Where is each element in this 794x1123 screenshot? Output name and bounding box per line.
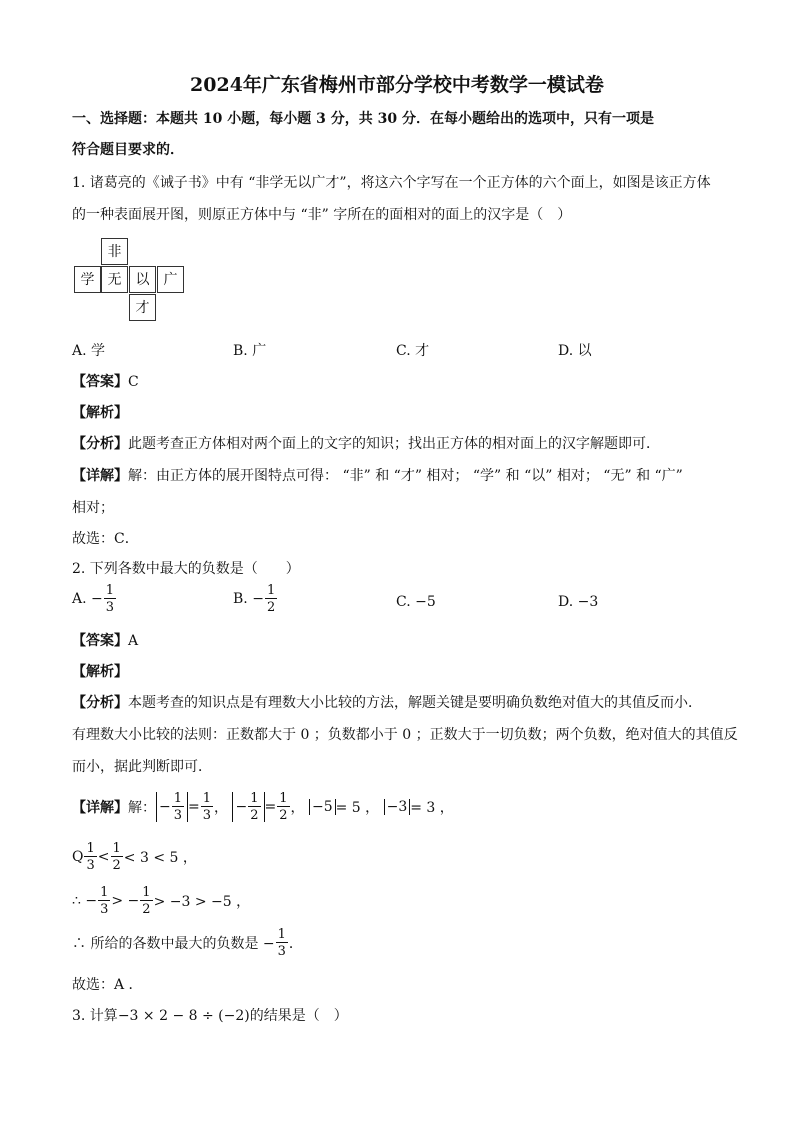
fenxi-tag: 【分析】 [72,695,128,711]
net-cell-xue: 学 [74,266,101,293]
numerator: 1 [173,791,183,806]
abs-neg-five: −5 [309,799,336,815]
q3-expression: −3 × 2 − 8 ÷ (−2) [117,1008,250,1024]
inequality-tail: < 3 < 5 ， [123,850,197,866]
q2-fenxi [72,692,702,712]
option-label: A. [72,591,87,607]
cube-net-figure [72,238,192,322]
fenxi-text: 此题考查正方体相对两个面上的文字的知识；找出正方体的相对面上的汉字解题即可． [128,436,660,452]
abs-neg-three: −3 [384,799,411,815]
q1-option-d: D. 以 [558,343,592,359]
denominator: 2 [279,808,288,823]
equals: = [264,799,277,815]
answer-value: C [128,374,139,390]
q3-stem [72,1005,348,1025]
option-label: B. [233,591,248,607]
fraction-one-third [84,842,96,872]
page-title: 2024年广东省梅州市部分学校中考数学一模试卷 [190,74,604,96]
net-cell-fei: 非 [101,238,128,265]
q2-option-b [233,584,278,614]
equals: = [188,799,200,815]
q2-conclusion [72,928,303,958]
minus-sign: − [159,799,171,815]
q2-jiexi-tag: 【解析】 [72,664,128,680]
fraction-one-half [248,792,260,822]
minus-sign: − [235,799,248,815]
q2-option-a [72,584,117,614]
numerator: 1 [277,927,286,942]
denominator: 3 [86,858,95,873]
q1-option-a: A. 学 [72,343,106,359]
denominator: 2 [250,808,259,823]
fenxi-tag: 【分析】 [72,436,128,452]
numerator: 1 [105,583,115,598]
fraction-one-half [140,886,152,916]
xiangjie-tag: 【详解】 [72,800,128,816]
q2-guxuan: 故选：A ． [72,977,143,993]
minus-sign: − [91,591,103,607]
q2-answer [72,630,138,650]
answer-value: A [128,633,139,649]
fraction-one-half [265,584,277,614]
numerator: 1 [266,583,276,598]
q2-option-d: D. −3 [558,594,599,610]
fraction-one-half [277,792,289,822]
less-than: < [97,849,110,865]
conclusion-text: ∴ 所给的各数中最大的负数是 − [72,936,275,952]
xiangjie-tag: 【详解】 [72,468,128,484]
denominator: 3 [173,808,183,823]
denominator: 3 [277,944,286,959]
q1-jiexi-tag: 【解析】 [72,405,128,421]
numerator: 1 [86,841,95,856]
q1-stem-line2: 的一种表面展开图，则原正方体中与 “非” 字所在的面相对的面上的汉字是（ ） [72,207,572,223]
q1-option-b: B. 广 [233,343,267,359]
equals-five: = 5 ， [335,800,380,816]
fraction-one-third [201,792,213,822]
numerator: 1 [202,791,212,806]
fraction-one-third [172,792,184,822]
fenxi-text: 本题考查的知识点是有理数大小比较的方法，解题关键是要明确负数绝对值大的其值反而小． [128,695,702,711]
q2-rule-line1: 有理数大小比较的法则：正数都大于 0 ；负数都小于 0 ；正数大于一切负数；两个负数，绝对值大的其值反 [72,727,738,743]
answer-tag: 【答案】 [72,374,128,390]
comma: ， [214,800,229,816]
net-cell-yi: 以 [129,266,156,293]
net-cell-guang: 广 [157,266,184,293]
q2-option-c: C. −5 [396,594,436,610]
numerator: 1 [142,885,151,900]
q2-xiangjie-line [72,792,454,822]
comma: ， [290,800,305,816]
net-cell-cai: 才 [129,294,156,321]
denominator: 2 [266,600,276,615]
q3-stem-suffix: 的结果是（ ） [249,1008,348,1024]
q3-stem-prefix: 3. 计算 [72,1008,118,1024]
q2-stem: 2. 下列各数中最大的负数是（ ） [72,561,300,577]
q1-guxuan: 故选：C． [72,531,139,547]
therefore-symbol: ∴ − [72,893,98,909]
abs-neg-one-third [156,792,188,822]
q1-stem-line1: 1. 诸葛亮的《诫子书》中有 “非学无以广才”，将这六个字写在一个正方体的六个面上，如图是该正方体 [72,175,711,191]
section-heading-line2: 符合题目要求的． [72,142,184,158]
numerator: 1 [100,885,109,900]
denominator: 3 [100,902,109,917]
net-cell-wu: 无 [101,266,128,293]
equals-three: = 3 ， [410,800,454,816]
period: ． [288,936,303,952]
minus-sign: − [252,591,264,607]
q1-xiangjie [72,465,683,485]
numerator: 1 [112,841,121,856]
denominator: 2 [142,902,151,917]
fraction-one-third [98,886,110,916]
because-symbol: Q [72,849,84,865]
answer-tag: 【答案】 [72,633,128,649]
denominator: 3 [105,600,115,615]
denominator: 3 [202,808,212,823]
xiangjie-prefix: 解： [128,800,156,816]
xiangjie-text: 解：由正方体的展开图特点可得： “非” 和 “才” 相对； “学” 和 “以” 相对； “无” 和 “广” [128,468,683,484]
q2-therefore-line [72,886,250,916]
inequality-tail: > −3 > −5 ， [153,894,251,910]
q1-option-c: C. 才 [396,343,430,359]
numerator: 1 [250,791,259,806]
denominator: 2 [112,858,121,873]
numerator: 1 [279,791,288,806]
greater-than: > − [111,893,140,909]
fraction-one-half [111,842,123,872]
fraction-one-third [276,928,288,958]
q2-rule-line2: 而小，据此判断即可． [72,759,212,775]
q1-fenxi [72,433,660,453]
section-heading-line1: 一、选择题：本题共 10 小题，每小题 3 分，共 30 分．在每小题给出的选项中，只有一项是 [72,111,654,127]
abs-neg-one-half [232,792,264,822]
q2-since-line [72,842,197,872]
q1-answer [72,371,139,391]
q1-xiangjie-line2: 相对； [72,500,114,516]
fraction-one-third [104,584,116,614]
